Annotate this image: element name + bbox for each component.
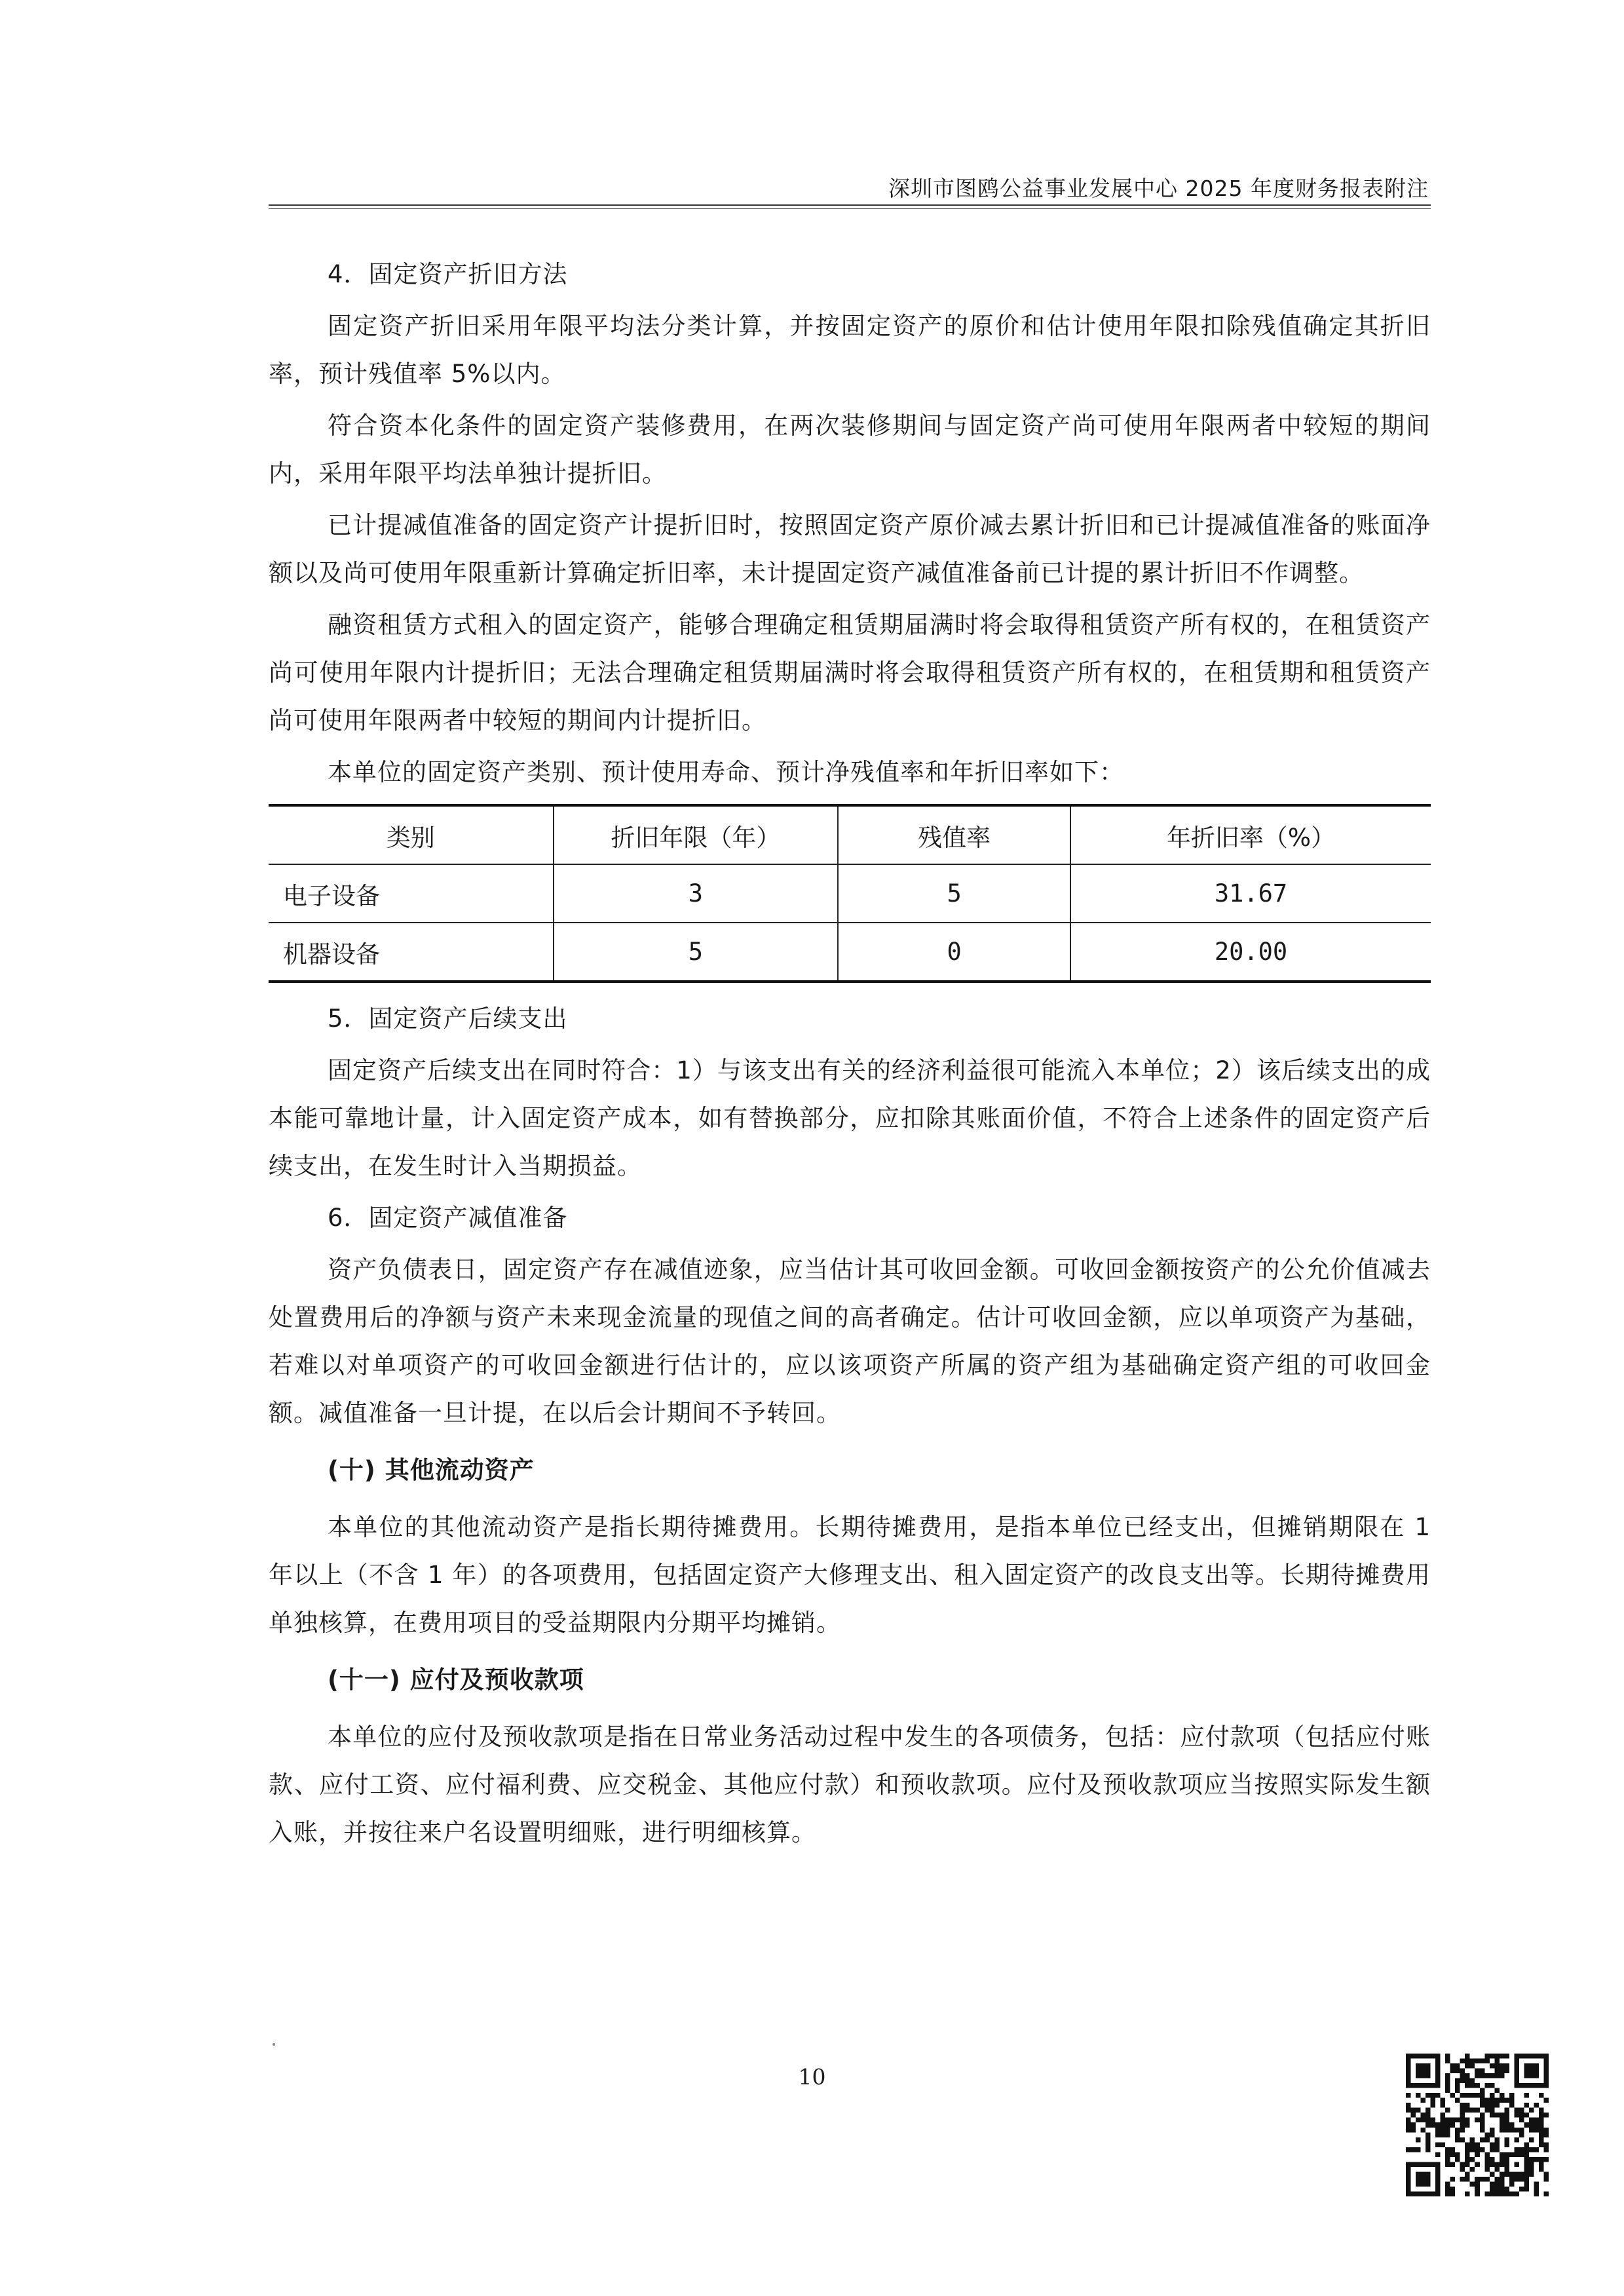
table-cell-years: 3 <box>554 864 839 923</box>
table-cell-rate: 31.67 <box>1070 864 1431 923</box>
table-cell-years: 5 <box>554 923 839 982</box>
body-content <box>269 250 1431 1860</box>
table-cell-residual: 0 <box>838 923 1070 982</box>
table-row <box>269 864 1431 923</box>
paragraph: 固定资产后续支出在同时符合：1）与该支出有关的经济利益很可能流入本单位；2）该后续支出的成本能可靠地计量，计入固定资产成本，如有替换部分，应扣除其账面价值，不符合上述条件的固定资产后续支出，在发生时计入当期损益。 <box>269 1056 1431 1180</box>
section-heading-6: 6．固定资产减值准备 <box>328 1204 568 1232</box>
paragraph: 本单位的固定资产类别、预计使用寿命、预计净残值率和年折旧率如下： <box>328 758 1124 786</box>
table-header-row <box>269 805 1431 864</box>
section-heading-5: 5．固定资产后续支出 <box>328 1004 568 1033</box>
table-cell-rate: 20.00 <box>1070 923 1431 982</box>
table-header-cell: 残值率 <box>838 805 1070 864</box>
table-cell-residual: 5 <box>838 864 1070 923</box>
header-rule <box>269 204 1431 206</box>
table-header-cell: 年折旧率（%） <box>1070 805 1431 864</box>
table-cell-category: 机器设备 <box>269 923 554 982</box>
table-row <box>269 923 1431 982</box>
paragraph: 本单位的应付及预收款项是指在日常业务活动过程中发生的各项债务，包括：应付款项（包括应付账款、应付工资、应付福利费、应交税金、其他应付款）和预收款项。应付及预收款项应当按照实际发生额入账，并按往来户名设置明细账，进行明细核算。 <box>269 1723 1431 1846</box>
paragraph: 符合资本化条件的固定资产装修费用，在两次装修期间与固定资产尚可使用年限两者中较短的期间内，采用年限平均法单独计提折旧。 <box>269 411 1431 488</box>
table-header-cell: 类别 <box>269 805 554 864</box>
paragraph: 固定资产折旧采用年限平均法分类计算，并按固定资产的原价和估计使用年限扣除残值确定其折旧率，预计残值率 5%以内。 <box>269 312 1431 388</box>
depreciation-table <box>269 804 1431 983</box>
paragraph: 资产负债表日，固定资产存在减值迹象，应当估计其可收回金额。可收回金额按资产的公允价值减去处置费用后的净额与资产未来现金流量的现值之间的高者确定。估计可收回金额，应以单项资产为基础，若难以对单项资产的可收回金额进行估计的，应以该项资产所属的资产组为基础确定资产组的可收回金额。减值准备一旦计提，在以后会计期间不予转回。 <box>269 1255 1431 1427</box>
section-heading-11: (十一) 应付及预收款项 <box>328 1666 584 1694</box>
table-header-cell: 折旧年限（年） <box>554 805 839 864</box>
qr-code-icon <box>1406 2054 1549 2196</box>
header-title: 深圳市图鸥公益事业发展中心 2025 年度财务报表附注 <box>888 176 1429 201</box>
table-cell-category: 电子设备 <box>269 864 554 923</box>
page-number: 10 <box>798 2064 826 2090</box>
header-rule-secondary <box>269 208 1431 209</box>
paragraph: 本单位的其他流动资产是指长期待摊费用。长期待摊费用，是指本单位已经支出，但摊销期限在 1 年以上（不含 1 年）的各项费用，包括固定资产大修理支出、租入固定资产的改良支出等。长期待摊费用单独核算，在费用项目的受益期限内分期平均摊销。 <box>269 1513 1431 1637</box>
section-heading-4: 4．固定资产折旧方法 <box>328 260 568 288</box>
paragraph: 已计提减值准备的固定资产计提折旧时，按照固定资产原价减去累计折旧和已计提减值准备的账面净额以及尚可使用年限重新计算确定折旧率，未计提固定资产减值准备前已计提的累计折旧不作调整。 <box>269 511 1431 587</box>
paragraph: 融资租赁方式租入的固定资产，能够合理确定租赁期届满时将会取得租赁资产所有权的，在租赁资产尚可使用年限内计提折旧；无法合理确定租赁期届满时将会取得租赁资产所有权的，在租赁期和租赁资产尚可使用年限两者中较短的期间内计提折旧。 <box>269 611 1431 735</box>
section-heading-10: (十) 其他流动资产 <box>328 1456 535 1484</box>
scan-speck <box>273 2043 275 2046</box>
